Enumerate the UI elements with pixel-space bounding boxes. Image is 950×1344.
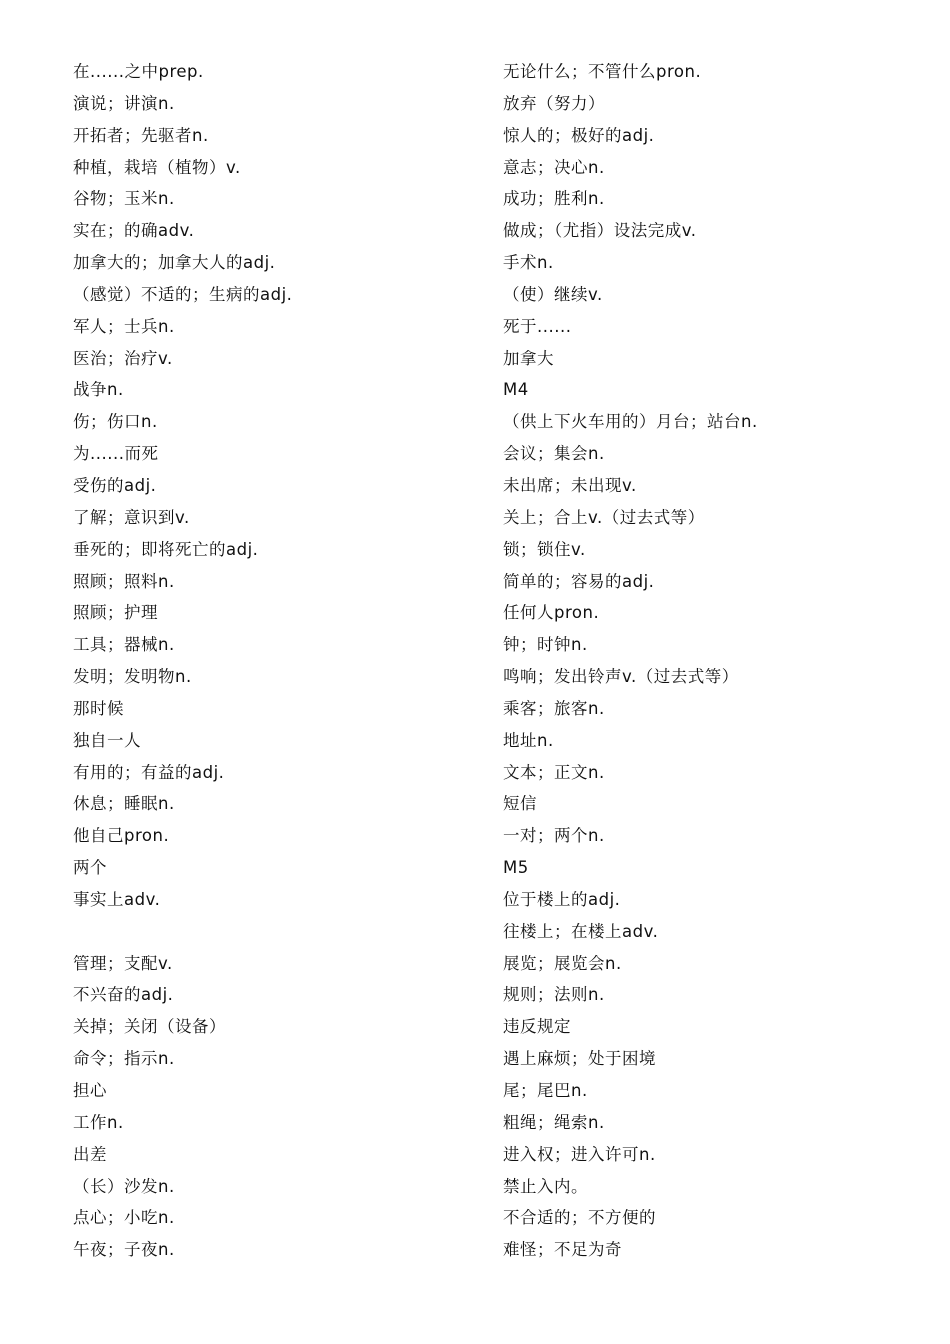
vocabulary-entry: 短信: [503, 794, 537, 814]
vocabulary-entry: 尾；尾巴n.: [503, 1081, 588, 1100]
vocabulary-entry: 乘客；旅客n.: [503, 698, 605, 718]
vocabulary-entry: 进入权；进入许可n.: [503, 1144, 656, 1164]
module-heading: M5: [503, 858, 529, 878]
vocabulary-entry: 成功；胜利n.: [503, 189, 605, 209]
right-vocabulary-column: [503, 56, 923, 1266]
vocabulary-entry: 两个: [73, 858, 107, 878]
vocabulary-entry: 他自己pron.: [73, 826, 170, 846]
vocabulary-entry: 惊人的；极好的adj.: [503, 125, 655, 145]
vocabulary-entry: 医治；治疗v.: [73, 348, 173, 368]
vocabulary-entry: 不合适的；不方便的: [503, 1208, 656, 1228]
vocabulary-entry: 了解；意识到v.: [73, 507, 190, 527]
vocabulary-entry: 担心: [73, 1081, 107, 1100]
vocabulary-entry: 命令；指示n.: [73, 1049, 175, 1069]
vocabulary-entry: 未出席；未出现v.: [503, 475, 637, 495]
vocabulary-entry: 加拿大: [503, 348, 554, 368]
vocabulary-entry: 手术n.: [503, 253, 554, 273]
vocabulary-entry: 加拿大的；加拿大人的adj.: [73, 253, 276, 273]
vocabulary-entry: 地址n.: [503, 730, 554, 750]
vocabulary-entry: 管理；支配v.: [73, 953, 173, 973]
vocabulary-entry: 战争n.: [73, 380, 124, 400]
vocabulary-entry: 意志；决心n.: [503, 157, 605, 177]
vocabulary-entry: 点心；小吃n.: [73, 1208, 175, 1228]
vocabulary-entry: 关掉；关闭（设备）: [73, 1017, 226, 1037]
vocabulary-entry: 照顾；照料n.: [73, 571, 175, 591]
vocabulary-entry: 关上；合上v.（过去式等）: [503, 507, 705, 527]
vocabulary-entry: 发明；发明物n.: [73, 667, 192, 687]
vocabulary-entry: 做成；（尤指）设法完成v.: [503, 221, 697, 241]
vocabulary-entry: （感觉）不适的；生病的adj.: [73, 284, 293, 304]
vocabulary-entry: 实在；的确adv.: [73, 221, 195, 241]
vocabulary-entry: 死于......: [503, 316, 572, 336]
vocabulary-entry: （供上下火车用的）月台；站台n.: [503, 412, 758, 432]
vocabulary-entry: 谷物；玉米n.: [73, 189, 175, 209]
vocabulary-entry: 钟；时钟n.: [503, 635, 588, 655]
vocabulary-entry: 午夜；子夜n.: [73, 1240, 175, 1260]
vocabulary-entry: 一对；两个n.: [503, 826, 605, 846]
vocabulary-entry: 有用的；有益的adj.: [73, 762, 225, 782]
vocabulary-entry: 规则；法则n.: [503, 985, 605, 1005]
vocabulary-entry: 照顾；护理: [73, 603, 158, 623]
vocabulary-entry: 禁止入内。: [503, 1176, 588, 1196]
vocabulary-entry: 伤；伤口n.: [73, 412, 158, 432]
vocabulary-entry: 受伤的adj.: [73, 475, 157, 495]
vocabulary-entry: 为......而死: [73, 444, 159, 464]
vocabulary-entry: 军人；士兵n.: [73, 316, 175, 336]
vocabulary-entry: 工作n.: [73, 1112, 124, 1132]
vocabulary-entry: 违反规定: [503, 1017, 571, 1037]
vocabulary-entry: 鸣响；发出铃声v.（过去式等）: [503, 667, 739, 687]
vocabulary-entry: 文本；正文n.: [503, 762, 605, 782]
vocabulary-entry: 那时候: [73, 698, 124, 718]
vocabulary-entry: 工具；器械n.: [73, 635, 175, 655]
vocabulary-entry: 任何人pron.: [503, 603, 600, 623]
module-heading: M4: [503, 380, 529, 400]
vocabulary-entry: 粗绳；绳索n.: [503, 1112, 605, 1132]
vocabulary-entry: 独自一人: [73, 730, 141, 750]
vocabulary-entry: 会议；集会n.: [503, 444, 605, 464]
vocabulary-entry: 演说；讲演n.: [73, 93, 175, 113]
vocabulary-entry: （长）沙发n.: [73, 1176, 175, 1196]
vocabulary-entry: 难怪；不足为奇: [503, 1240, 622, 1260]
vocabulary-entry: 放弃（努力）: [503, 93, 605, 113]
vocabulary-entry: 遇上麻烦；处于困境: [503, 1049, 656, 1069]
vocabulary-entry: 不兴奋的adj.: [73, 985, 174, 1005]
left-vocabulary-column: [73, 56, 473, 1266]
vocabulary-entry: 往楼上；在楼上adv.: [503, 921, 659, 941]
vocabulary-entry: 种植，栽培（植物）v.: [73, 157, 241, 177]
vocabulary-entry: 事实上adv.: [73, 889, 161, 909]
vocabulary-entry: 无论什么；不管什么pron.: [503, 62, 702, 81]
vocabulary-entry: 休息；睡眠n.: [73, 794, 175, 814]
vocabulary-entry: 出差: [73, 1144, 107, 1164]
blank-line: [73, 916, 473, 948]
vocabulary-entry: 开拓者；先驱者n.: [73, 125, 209, 145]
vocabulary-entry: 在......之中prep.: [73, 62, 204, 81]
vocabulary-entry: 垂死的；即将死亡的adj.: [73, 539, 259, 559]
vocabulary-entry: 简单的；容易的adj.: [503, 571, 655, 591]
vocabulary-entry: （使）继续v.: [503, 284, 603, 304]
vocabulary-entry: 位于楼上的adj.: [503, 889, 621, 909]
vocabulary-entry: 锁；锁住v.: [503, 539, 586, 559]
vocabulary-entry: 展览；展览会n.: [503, 953, 622, 973]
